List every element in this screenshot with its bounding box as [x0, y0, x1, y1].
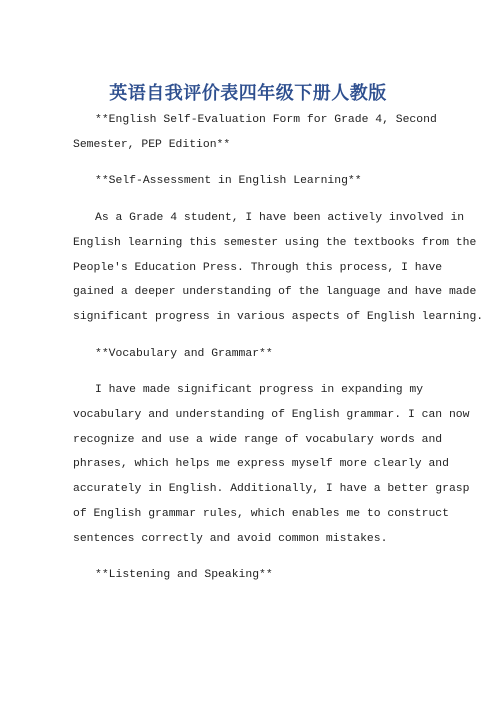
text-line: **English Self-Evaluation Form for Grade 4, Second	[95, 114, 437, 126]
form-heading-paragraph	[73, 108, 437, 157]
section-heading-vocabulary	[73, 342, 433, 367]
document-body	[73, 108, 484, 600]
text-line: sentences correctly and avoid common mistakes.	[73, 532, 388, 545]
section-heading-self-assessment	[73, 169, 433, 194]
text-line: As a Grade 4 student, I have been actively involved in	[95, 212, 465, 225]
text-line: English learning this semester using the textbooks from the	[73, 236, 477, 249]
section-heading-listening	[73, 563, 433, 588]
text-line: **Self-Assessment in English Learning**	[95, 175, 362, 188]
text-line: gained a deeper understanding of the language and have made	[73, 286, 477, 299]
text-line: vocabulary and understanding of English grammar. I can now	[73, 409, 470, 422]
text-line: I have made significant progress in expanding my	[95, 384, 424, 397]
text-line: phrases, which helps me express myself more clearly and	[73, 458, 449, 471]
vocabulary-paragraph	[73, 378, 470, 551]
text-line: People's Education Press. Through this process, I have	[73, 261, 443, 274]
document-title: 英语自我评价表四年级下册人教版	[109, 83, 387, 104]
text-line: of English grammar rules, which enables me to construct	[73, 507, 449, 520]
text-line: **Vocabulary and Grammar**	[95, 347, 273, 360]
text-line: significant progress in various aspects of English learning.	[73, 310, 484, 323]
text-line: **Listening and Speaking**	[95, 569, 273, 582]
text-line: recognize and use a wide range of vocabulary words and	[73, 433, 443, 446]
text-line: accurately in English. Additionally, I have a better grasp	[73, 483, 470, 496]
text-line: Semester, PEP Edition**	[73, 138, 231, 151]
intro-paragraph	[73, 206, 484, 330]
